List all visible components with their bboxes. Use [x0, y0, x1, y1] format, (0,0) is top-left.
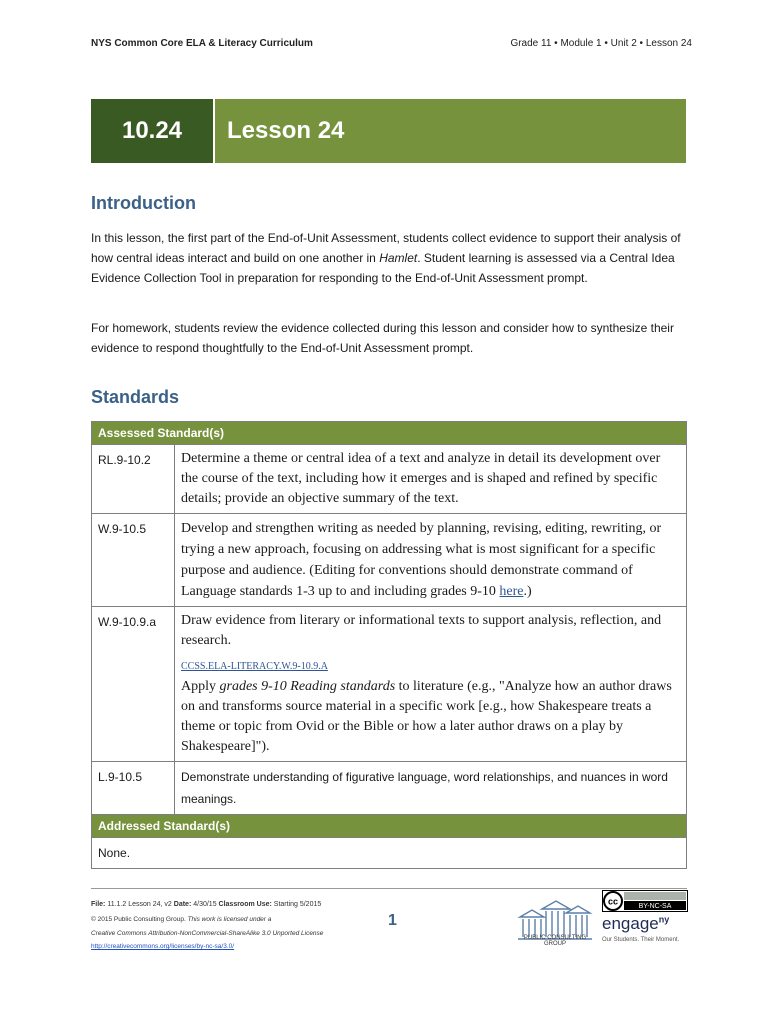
standard-text-end: .): [523, 584, 532, 599]
lesson-title: Lesson 24: [215, 99, 686, 163]
addressed-header-row: [92, 815, 687, 838]
license-url-link[interactable]: http://creativecommons.org/licenses/by-nc-sa/3.0/: [91, 943, 235, 950]
assessed-header-row: [92, 422, 687, 445]
table-row: [92, 514, 687, 607]
footer-file-info: [91, 901, 321, 908]
standard-code: RL.9-10.2: [92, 445, 175, 514]
svg-text:cc: cc: [607, 896, 619, 907]
standard-text: [175, 514, 687, 607]
sub-text-em: grades 9-10 Reading standards: [219, 679, 396, 694]
standard-text: [175, 607, 687, 762]
date-label: Date:: [173, 901, 192, 908]
intro-text-b: . Student learning is assessed via a Central Idea Evidence Collection Tool in preparation for responding to the End-of-Unit Assessment prompt.: [91, 251, 675, 285]
pcg-name: PUBLIC CONSULTING GROUP: [523, 935, 587, 947]
engage-word: engage: [602, 914, 659, 933]
sub-text-a: Apply: [181, 679, 220, 694]
here-link[interactable]: here: [499, 584, 524, 599]
standard-code: W.9-10.9.a: [92, 607, 175, 762]
standard-text-main: Develop and strengthen writing as needed by planning, revising, editing, rewriting, or trying a new approach, focusing on addressing what is most significant for a specific purpose and audience. (Editing for conventions should demonstrate command of Language standards 1-3 up to and including grades 9-10: [181, 521, 662, 599]
engage-ny: ny: [658, 914, 670, 925]
footer-copyright: [91, 916, 271, 923]
table-row: [92, 838, 687, 869]
footer-license: Creative Commons Attribution-NonCommercial-ShareAlike 3.0 Unported License: [91, 930, 324, 937]
table-row: [92, 607, 687, 762]
standard-text: Determine a theme or central idea of a text and analyze in detail its development over the course of the text, including how it emerges and is shaped and refined by specific details; provide an objective summary of the text.: [175, 445, 687, 514]
addressed-header: Addressed Standard(s): [92, 815, 687, 838]
engageny-tagline: Our Students. Their Moment.: [602, 937, 680, 943]
file-label: File:: [91, 901, 106, 908]
cc-license-badge: [602, 890, 688, 912]
use-label: Classroom Use:: [218, 901, 272, 908]
standards-table: [91, 421, 687, 869]
copyright-b: This work is licensed under a: [185, 916, 272, 923]
addressed-value: None.: [92, 838, 687, 869]
date-value: 4/30/15: [191, 901, 219, 908]
table-row: [92, 762, 687, 815]
introduction-heading: Introduction: [91, 193, 196, 213]
standard-code: W.9-10.5: [92, 514, 175, 607]
introduction-paragraph-1: [91, 228, 683, 288]
header-lesson-path: Grade 11 • Module 1 • Unit 2 • Lesson 24: [510, 38, 692, 49]
file-value: 11.1.2 Lesson 24, v2: [105, 901, 174, 908]
use-value: Starting 5/2015: [271, 901, 322, 908]
engageny-logo: [602, 914, 669, 934]
lesson-banner: [91, 99, 686, 163]
header-curriculum: NYS Common Core ELA & Literacy Curriculum: [91, 38, 313, 49]
ccss-link[interactable]: CCSS.ELA-LITERACY.W.9-10.9.A: [181, 661, 328, 672]
sub-text-b: to literature (e.g., "Analyze how an author draws on and transforms source material in a specific work [e.g., how Shakespeare treats a theme or topic from Ovid or the Bible or how a later author draws on a play by Shakespeare]").: [181, 679, 672, 754]
intro-text-a: In this lesson, the first part of the End-of-Unit Assessment, students collect evidence to support their analysis of how central ideas interact and build on one another in: [91, 231, 681, 265]
copyright-a: © 2015 Public Consulting Group.: [91, 916, 186, 923]
standard-code: L.9-10.5: [92, 762, 175, 815]
lesson-number: 10.24: [91, 99, 213, 163]
cc-badge-text: BY-NC-SA: [638, 903, 672, 910]
footer-divider: [91, 888, 687, 889]
page-number: 1: [388, 912, 397, 929]
standards-heading: Standards: [91, 387, 180, 407]
introduction-paragraph-2: For homework, students review the evidence collected during this lesson and consider how to synthesize their evidence to respond thoughtfully to the End-of-Unit Assessment prompt.: [91, 321, 674, 355]
assessed-header: Assessed Standard(s): [92, 422, 687, 445]
table-row: [92, 445, 687, 514]
intro-text-hamlet: Hamlet: [379, 251, 418, 265]
standard-text: Demonstrate understanding of figurative language, word relationships, and nuances in word meanings.: [175, 762, 687, 815]
sub-standard-text: [181, 677, 680, 757]
standard-text-main: Draw evidence from literary or informational texts to support analysis, reflection, and research.: [181, 613, 662, 648]
